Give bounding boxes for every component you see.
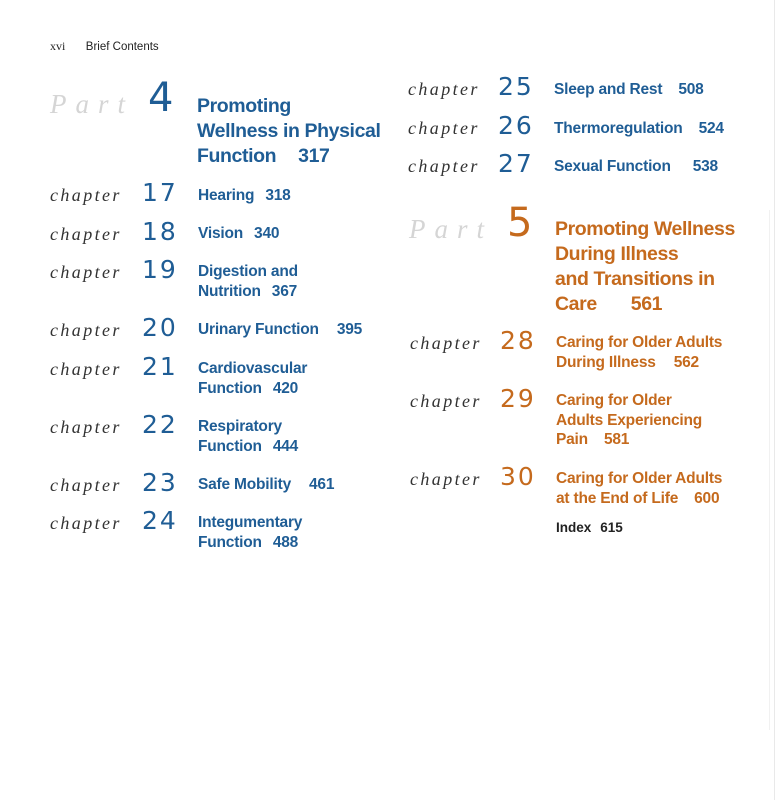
chapter-label: chapter — [408, 156, 480, 176]
chapter-number: 18 — [142, 217, 178, 246]
chapter-18-entry[interactable] — [50, 219, 390, 249]
part-5-title — [555, 217, 735, 317]
chapter-title: Thermoregulation 524 — [554, 120, 724, 137]
chapter-label: chapter — [410, 469, 482, 489]
chapter-title: Safe Mobility 461 — [198, 476, 335, 493]
chapter-number: 26 — [498, 111, 534, 140]
part-4-title-line: Function 317 — [197, 145, 330, 167]
chapter-25-entry[interactable] — [408, 74, 748, 104]
chapter-22-entry[interactable] — [50, 412, 390, 458]
chapter-title: Hearing 318 — [198, 187, 291, 204]
chapter-label: chapter — [50, 417, 122, 437]
chapter-number: 28 — [500, 326, 536, 355]
chapter-number: 21 — [142, 352, 178, 381]
chapter-label: chapter — [408, 79, 480, 99]
chapter-26-entry[interactable] — [408, 113, 748, 143]
chapter-title: Respiratory Function 444 — [198, 418, 299, 455]
chapter-number: 30 — [500, 462, 536, 491]
chapter-label: chapter — [410, 391, 482, 411]
chapter-20-entry[interactable] — [50, 315, 390, 345]
chapter-28-entry[interactable] — [410, 328, 760, 374]
part-5-title-line: Care 561 — [555, 293, 663, 315]
chapter-30-entry[interactable] — [410, 464, 760, 510]
chapter-label: chapter — [50, 359, 122, 379]
index-entry[interactable] — [556, 520, 623, 535]
part-5-label: Part — [409, 214, 494, 244]
index-page: 615 — [600, 520, 623, 535]
chapter-page: 581 — [603, 431, 630, 448]
chapter-number: 23 — [142, 468, 178, 497]
chapter-label: chapter — [50, 224, 122, 244]
chapter-number: 27 — [498, 149, 534, 178]
part-5-title-line: and Transitions in — [555, 268, 715, 290]
chapter-number: 17 — [142, 178, 178, 207]
chapter-21-entry[interactable] — [50, 354, 390, 400]
chapter-title: Caring for Older Adults Experiencing Pain 581 — [556, 392, 703, 448]
part-5-number: 5 — [507, 200, 533, 246]
chapter-title: Digestion and Nutrition 367 — [198, 263, 298, 300]
chapter-label: chapter — [408, 118, 480, 138]
part-4-number: 4 — [148, 75, 174, 121]
chapter-27-entry[interactable] — [408, 151, 748, 181]
header-title: Brief Contents — [85, 41, 159, 53]
chapter-title: Sexual Function 538 — [554, 158, 718, 175]
chapter-label: chapter — [410, 333, 482, 353]
page-edge-line — [774, 0, 775, 800]
chapter-number: 29 — [500, 384, 536, 413]
chapter-page: 524 — [698, 120, 724, 137]
index-label: Index — [556, 520, 592, 535]
header-page-number: xvi — [50, 39, 66, 53]
chapter-19-entry[interactable] — [50, 257, 390, 303]
chapter-title: Urinary Function 395 — [198, 321, 363, 338]
chapter-page: 562 — [673, 353, 699, 371]
chapter-number: 19 — [142, 255, 178, 284]
chapter-number: 20 — [142, 313, 178, 342]
chapter-number: 25 — [498, 72, 534, 101]
chapter-page: 508 — [678, 81, 704, 98]
chapter-title: Integumentary Function 488 — [198, 514, 303, 551]
chapter-page: 461 — [309, 476, 335, 493]
chapter-page: 420 — [272, 379, 299, 397]
chapter-page: 340 — [254, 225, 280, 242]
chapter-title: Cardiovascular Function 420 — [198, 360, 308, 397]
part-4-title — [197, 94, 380, 169]
chapter-17-entry[interactable] — [50, 180, 390, 210]
chapter-label: chapter — [50, 185, 122, 205]
chapter-label: chapter — [50, 262, 122, 282]
chapter-number: 22 — [142, 410, 178, 439]
chapter-page: 488 — [272, 533, 299, 551]
chapter-title: Vision 340 — [198, 225, 280, 242]
part-4-title-line: Promoting — [197, 95, 291, 117]
part-4-label: Part — [50, 89, 135, 119]
chapter-29-entry[interactable] — [410, 386, 760, 452]
part-5-title-line: Promoting Wellness — [555, 218, 735, 240]
chapter-24-entry[interactable] — [50, 508, 390, 554]
chapter-number: 24 — [142, 506, 178, 535]
chapter-label: chapter — [50, 475, 122, 495]
page-edge-line — [769, 210, 770, 730]
chapter-title: Sleep and Rest 508 — [554, 81, 704, 98]
chapter-page: 600 — [694, 489, 720, 507]
chapter-label: chapter — [50, 513, 122, 533]
chapter-label: chapter — [50, 320, 122, 340]
chapter-page: 367 — [271, 282, 298, 300]
chapter-page: 395 — [336, 321, 363, 338]
part-5-page: 561 — [630, 293, 663, 315]
running-header — [50, 37, 159, 55]
chapter-title: Caring for Older Adults at the End of Life 600 — [556, 470, 723, 507]
chapter-title: Caring for Older Adults During Illness 562 — [556, 334, 723, 371]
part-4-page: 317 — [298, 145, 330, 167]
chapter-23-entry[interactable] — [50, 470, 390, 500]
part-4-title-line: Wellness in Physical — [197, 120, 381, 142]
chapter-page: 538 — [692, 158, 718, 175]
part-5-title-line: During Illness — [555, 243, 679, 265]
chapter-page: 444 — [272, 437, 299, 455]
chapter-page: 318 — [265, 187, 291, 204]
